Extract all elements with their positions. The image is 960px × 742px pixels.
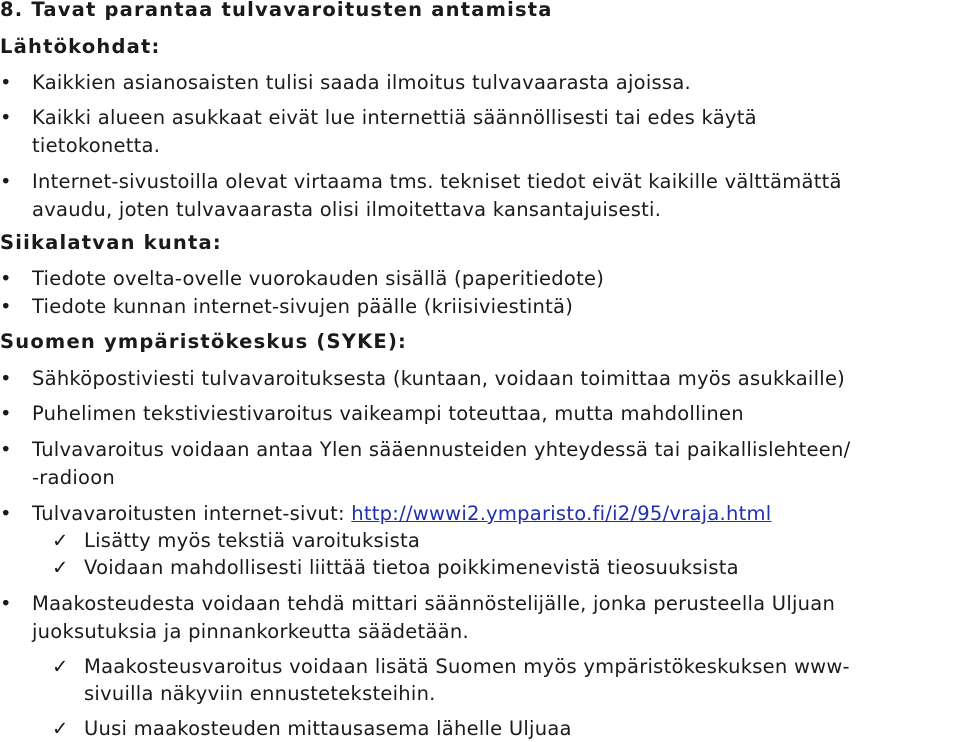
bullet-icon: • xyxy=(0,295,12,318)
bullet-icon: • xyxy=(0,438,12,461)
bullet-icon: • xyxy=(0,71,12,94)
section-heading-syke: Suomen ympäristökeskus (SYKE): xyxy=(0,330,408,353)
check-item-text: Maakosteusvaroitus voidaan lisätä Suomen myös ympäristökeskuksen www- xyxy=(84,655,850,678)
check-icon: ✓ xyxy=(52,717,69,740)
check-icon: ✓ xyxy=(52,556,69,579)
bullet-icon: • xyxy=(0,106,12,129)
list-item-prefix: Tulvavaroitusten internet-sivut: xyxy=(32,502,352,525)
check-icon: ✓ xyxy=(52,655,69,678)
check-item-text: Voidaan mahdollisesti liittää tietoa poikkimenevistä tieosuuksista xyxy=(84,556,739,579)
bullet-icon: • xyxy=(0,502,12,525)
bullet-icon: • xyxy=(0,402,12,425)
list-item-text-cont: avaudu, joten tulvavaarasta olisi ilmoitettava kansantajuisesti. xyxy=(32,198,662,221)
section-heading-lahtokohdat: Lähtökohdat: xyxy=(0,35,161,58)
list-item-text xyxy=(32,504,771,524)
list-item-text-cont: tietokonetta. xyxy=(32,134,161,157)
check-item-text: Lisätty myös tekstiä varoituksista xyxy=(84,529,421,552)
bullet-icon: • xyxy=(0,267,12,290)
list-item-text: Tiedote ovelta-ovelle vuorokauden sisällä (paperitiedote) xyxy=(32,267,605,290)
list-item-text: Kaikki alueen asukkaat eivät lue internettiä säännöllisesti tai edes käytä xyxy=(32,106,757,129)
check-item-text-cont: sivuilla näkyviin ennusteteksteihin. xyxy=(84,682,436,705)
list-item-text-cont: -radioon xyxy=(32,466,116,489)
list-item-text: Internet-sivustoilla olevat virtaama tms. tekniset tiedot eivät kaikille välttämättä xyxy=(32,170,842,193)
list-item-text-cont: juoksutuksia ja pinnankorkeutta säädetään. xyxy=(32,620,469,643)
bullet-icon: • xyxy=(0,592,12,615)
vraja-link[interactable]: http://wwwi2.ymparisto.fi/i2/95/vraja.html xyxy=(351,502,772,525)
list-item-text: Tiedote kunnan internet-sivujen päälle (kriisiviestintä) xyxy=(32,295,574,318)
section-heading-siikalatva: Siikalatvan kunta: xyxy=(0,231,222,254)
list-item-text: Tulvavaroitus voidaan antaa Ylen sääennusteiden yhteydessä tai paikallislehteen/ xyxy=(32,438,851,461)
page-title: 8. Tavat parantaa tulvavaroitusten antamista xyxy=(0,0,553,21)
check-item-text: Uusi maakosteuden mittausasema lähelle Uljuaa xyxy=(84,717,572,740)
bullet-icon: • xyxy=(0,367,12,390)
list-item-text: Maakosteudesta voidaan tehdä mittari säännöstelijälle, jonka perusteella Uljuan xyxy=(32,592,836,615)
list-item-text: Kaikkien asianosaisten tulisi saada ilmoitus tulvavaarasta ajoissa. xyxy=(32,71,691,94)
list-item-text: Puhelimen tekstiviestivaroitus vaikeampi toteuttaa, mutta mahdollinen xyxy=(32,402,744,425)
check-icon: ✓ xyxy=(52,529,69,552)
list-item-text: Sähköpostiviesti tulvavaroituksesta (kuntaan, voidaan toimittaa myös asukkaille) xyxy=(32,367,846,390)
bullet-icon: • xyxy=(0,170,12,193)
